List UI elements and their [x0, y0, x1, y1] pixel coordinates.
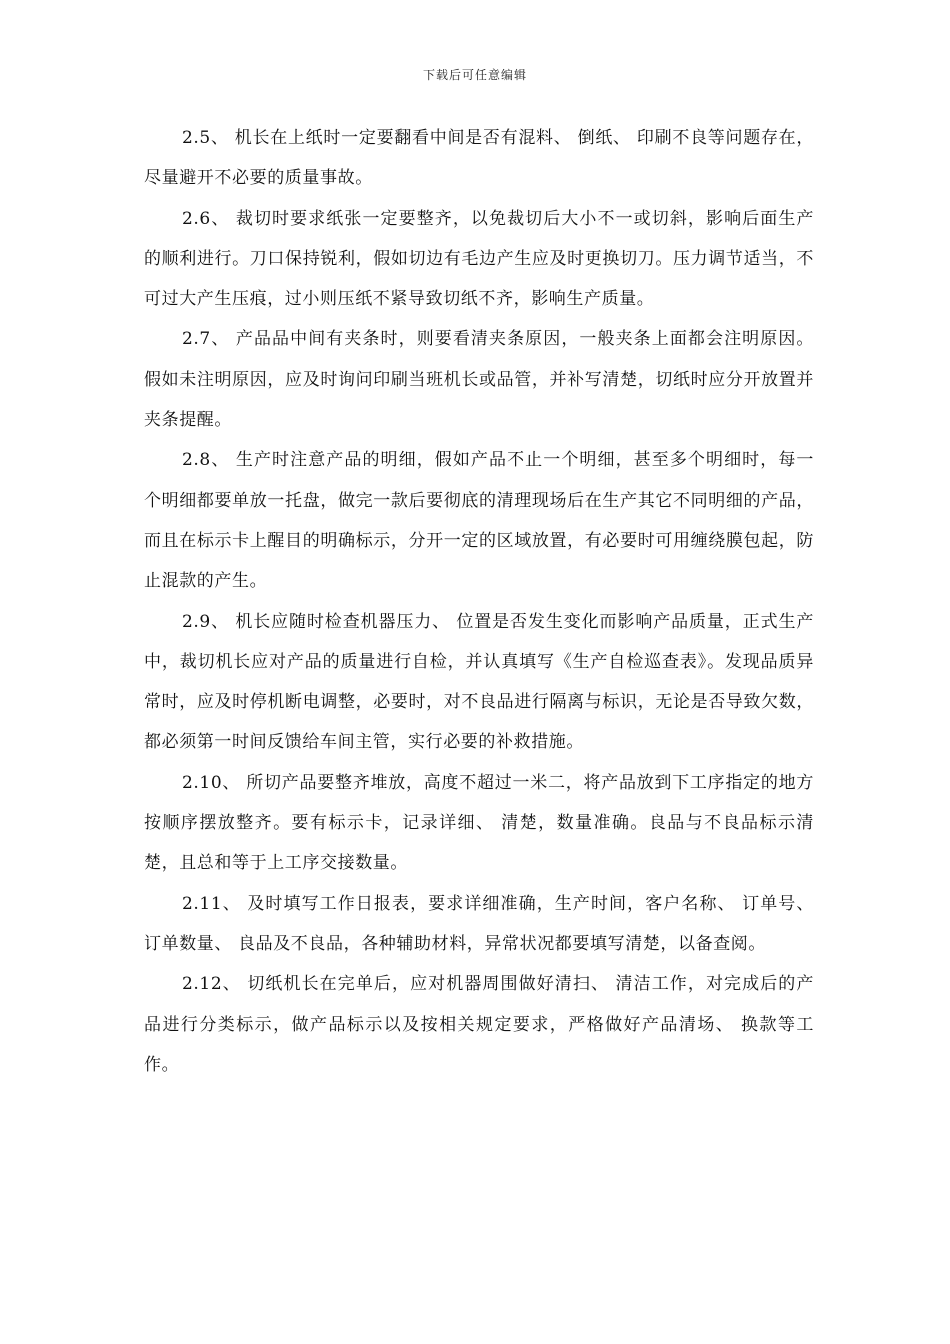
paragraph-2-8: 2.8、 生产时注意产品的明细，假如产品不止一个明细，甚至多个明细时，每一个明细都要单放一托盘，做完一款后要彻底的清理现场后在生产其它不同明细的产品，而且在标示卡上醒目的明确标示，分开一定的区域放置，有必要时可用缠绕膜包起，防止混款的产生。: [144, 450, 814, 592]
paragraph-2-11: 2.11、 及时填写工作日报表，要求详细准确，生产时间，客户名称、 订单号、 订单数量、 良品及不良品，各种辅助材料，异常状况都要填写清楚，以备查阅。: [144, 893, 814, 954]
paragraph-2-12: 2.12、 切纸机长在完单后，应对机器周围做好清扫、 清洁工作，对完成后的产品进行分类标示，做产品标示以及按相关规定要求，严格做好产品清场、 换款等工作。: [144, 974, 814, 1075]
paragraph-2-7: 2.7、 产品品中间有夹条时，则要看清夹条原因，一般夹条上面都会注明原因。假如未注明原因，应及时询问印刷当班机长或品管，并补写清楚，切纸时应分开放置并夹条提醒。: [144, 329, 814, 431]
paragraph-2-6: 2.6、 裁切时要求纸张一定要整齐，以免裁切后大小不一或切斜，影响后面生产的顺利进行。刀口保持锐利，假如切边有毛边产生应及时更换切刀。压力调节适当，不可过大产生压痕，过小则压纸不紧导致切纸不齐，影响生产质量。: [144, 208, 814, 310]
paragraph-2-9: 2.9、 机长应随时检查机器压力、 位置是否发生变化而影响产品质量，正式生产中，裁切机长应对产品的质量进行自检，并认真填写《生产自检巡查表》。发现品质异常时，应及时停机断电调整，必要时，对不良品进行隔离与标识，无论是否导致欠数，都必须第一时间反馈给车间主管，实行必要的补救措施。: [144, 611, 814, 753]
paragraph-2-10: 2.10、 所切产品要整齐堆放，高度不超过一米二，将产品放到下工序指定的地方按顺序摆放整齐。要有标示卡，记录详细、 清楚，数量准确。良品与不良品标示清楚，且总和等于上工序交接数量。: [144, 772, 814, 874]
paragraph-2-5: 2.5、 机长在上纸时一定要翻看中间是否有混料、 倒纸、 印刷不良等问题存在，尽量避开不必要的质量事故。: [144, 128, 814, 189]
document-body: [144, 118, 814, 1085]
page-header: 下载后可任意编辑: [422, 68, 527, 82]
